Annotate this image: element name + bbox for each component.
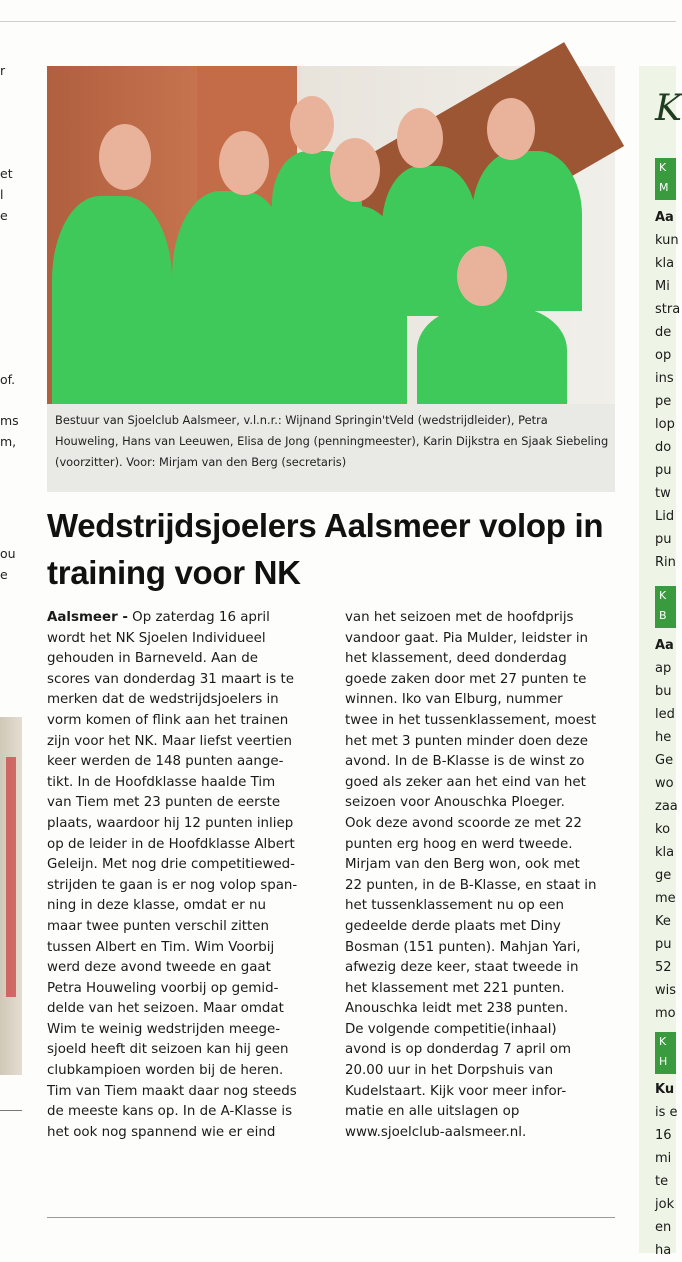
article-line: seizoen voor Anouschka Ploeger.: [345, 795, 565, 811]
sidebar-fragment: tw: [655, 486, 671, 501]
sidebar-fragment: bu: [655, 684, 672, 699]
sidebar-fragment: op: [655, 348, 672, 363]
sidebar-fragment: he: [655, 730, 672, 745]
sidebar-fragment: jok: [655, 1197, 675, 1212]
left-fragment: e: [0, 567, 8, 582]
sidebar-fragment: Ku: [655, 1082, 675, 1097]
article-line: 22 punten, in de B-Klasse, en staat in: [345, 877, 597, 893]
article-line: het klassement met 221 punten.: [345, 980, 565, 996]
left-fragment: e: [0, 208, 8, 223]
article-line: Ook deze avond scoorde ze met 22: [345, 815, 582, 831]
article-line: avond is op donderdag 7 april om: [345, 1042, 572, 1058]
sidebar-fragment: mi: [655, 1151, 672, 1166]
article-line: goed als zeker aan het eind van het: [345, 774, 586, 790]
sidebar-fragment: do: [655, 440, 672, 455]
article-line: gedeelde derde plaats met Diny: [345, 918, 561, 934]
article-line: het ook nog spannend wie er eind: [47, 1124, 276, 1140]
left-fragment: et: [0, 166, 13, 181]
sidebar-fragment: stra: [655, 302, 681, 317]
article-line: van Tiem met 23 punten de eerste: [47, 795, 281, 811]
sidebar-fragment: ap: [655, 661, 672, 676]
sidebar-fragment: Mi: [655, 279, 670, 294]
left-fragment: ou: [0, 546, 16, 561]
top-rule: [0, 21, 676, 22]
sidebar-fragment: kla: [655, 256, 675, 271]
sidebar-heading-bar: K B: [655, 586, 676, 628]
sidebar-fragment: te: [655, 1174, 669, 1189]
article-line: gehouden in Barneveld. Aan de: [47, 651, 258, 667]
article-line: Kudelstaart. Kijk voor meer infor-: [345, 1083, 567, 1099]
article-column-1: [47, 608, 323, 1143]
article-line: strijden te gaan is er nog volop span-: [47, 877, 298, 893]
left-photo-fragment: [0, 717, 22, 1075]
article-line: sjoeld heeft dit seizoen kan hij geen: [47, 1042, 289, 1058]
sidebar-fragment: Ke: [655, 914, 671, 929]
article-line: tussen Albert en Tim. Wim Voorbij: [47, 939, 275, 955]
article-line: het tussenklassement nu op een: [345, 898, 564, 914]
article-line: Wim te weinig wedstrijden meege-: [47, 1021, 281, 1037]
article-line: keer werden de 148 punten aange-: [47, 754, 284, 770]
article-line: ning in deze klasse, omdat er nu: [47, 898, 266, 914]
sidebar-fragment: pu: [655, 532, 672, 547]
article-line: Mirjam van den Berg won, ook met: [345, 857, 580, 873]
sidebar-fragment: Aa: [655, 638, 674, 653]
article-line: vandoor gaat. Pia Mulder, leidster in: [345, 630, 589, 646]
article-line: merken dat de wedstrijdsjoelers in: [47, 692, 279, 708]
article-photo: [47, 66, 615, 404]
sidebar-heading-bar: K M: [655, 158, 676, 200]
sidebar-fragment: mo: [655, 1006, 676, 1021]
sidebar-fragment: en: [655, 1220, 672, 1235]
article-line: het met 3 punten minder doen deze: [345, 733, 588, 749]
left-fragment: r: [0, 63, 6, 78]
article-line: zijn voor het NK. Maar liefst veertien: [47, 733, 293, 749]
left-fragment: ms: [0, 413, 19, 428]
website-link: www.sjoelclub-aalsmeer.nl.: [345, 1124, 527, 1140]
right-sidebar: [639, 66, 682, 1258]
left-fragment: of.: [0, 372, 16, 387]
sidebar-fragment: zaa: [655, 799, 678, 814]
article-line: twee in het tussenklassement, moest: [345, 712, 597, 728]
sidebar-fragment: ko: [655, 822, 671, 837]
article-line: de meeste kans op. In de A-Klasse is: [47, 1104, 293, 1120]
sidebar-fragment: 52: [655, 960, 672, 975]
article-line: plaats, waardoor hij 12 punten inliep: [47, 815, 294, 831]
sidebar-fragment: wis: [655, 983, 677, 998]
article-line: clubkampioen worden bij de heren.: [47, 1063, 284, 1079]
sidebar-fragment: led: [655, 707, 675, 722]
sidebar-fragment: 16: [655, 1128, 672, 1143]
article-line: Bosman (151 punten). Mahjan Yari,: [345, 939, 581, 955]
left-fragment: l: [0, 187, 4, 202]
article-line: Petra Houweling voorbij op gemid-: [47, 980, 279, 996]
article-line: matie en alle uitslagen op: [345, 1104, 520, 1120]
article-line: punten erg hoog en werd tweede.: [345, 836, 573, 852]
article-line: Geleijn. Met nog drie competitiewed-: [47, 857, 296, 873]
article-column-2: [345, 608, 615, 1143]
left-rule: [0, 1110, 22, 1111]
article-line: op de leider in de Hoofdklasse Albert: [47, 836, 295, 852]
sidebar-fragment: Lid: [655, 509, 675, 524]
article-line: delde van het seizoen. Maar omdat: [47, 1001, 284, 1017]
article-line: scores van donderdag 31 maart is te: [47, 671, 294, 687]
sidebar-fragment: me: [655, 891, 676, 906]
article-line: winnen. Iko van Elburg, nummer: [345, 692, 563, 708]
sidebar-fragment: pu: [655, 937, 672, 952]
left-fragment: m,: [0, 434, 17, 449]
article-line: Tim van Tiem maakt daar nog steeds: [47, 1083, 297, 1099]
article-line: het klassement, deed donderdag: [345, 651, 567, 667]
article-line: werd deze avond tweede en gaat: [47, 960, 271, 976]
sidebar-fragment: kla: [655, 845, 675, 860]
article-line: afwezig deze keer, staat tweede in: [345, 960, 579, 976]
bottom-rule: [47, 1217, 615, 1218]
article-line: Aalsmeer - Op zaterdag 16 april: [47, 610, 270, 625]
sidebar-fragment: pe: [655, 394, 672, 409]
article-line: vorm komen of flink aan het trainen: [47, 712, 289, 728]
sidebar-fragment: ha: [655, 1243, 672, 1258]
sidebar-fragment: Rin: [655, 555, 676, 570]
photo-caption: Bestuur van Sjoelclub Aalsmeer, v.l.n.r.: Wijnand Springin'tVeld (wedstrijdleider), Petra Houweling, Hans van Leeuwen, Elisa de Jong (penningmeester), Karin Dijkstra en Sjaak Siebeling (voorzitter). Voor: Mirjam van den Berg (secretaris): [55, 413, 609, 469]
article-line: avond. In de B-Klasse is de winst zo: [345, 754, 585, 770]
sidebar-logo: K: [655, 88, 682, 129]
article-line: wordt het NK Sjoelen Individueel: [47, 630, 266, 646]
sidebar-fragment: ge: [655, 868, 672, 883]
sidebar-fragment: wo: [655, 776, 674, 791]
sidebar-fragment: kun: [655, 233, 679, 248]
article-headline: Wedstrijdsjoelers Aalsmeer volop in training voor NK: [47, 507, 604, 591]
sidebar-fragment: is e: [655, 1105, 678, 1120]
article-line: goede zaken door met 27 punten te: [345, 671, 587, 687]
dateline: Aalsmeer -: [47, 610, 128, 625]
article-line: van het seizoen met de hoofdprijs: [345, 610, 574, 625]
sidebar-fragment: lop: [655, 417, 675, 432]
article-line: maar twee punten verschil zitten: [47, 918, 270, 934]
sidebar-fragment: ins: [655, 371, 674, 386]
sidebar-fragment: Aa: [655, 210, 674, 225]
sidebar-fragment: pu: [655, 463, 672, 478]
sidebar-fragment: Ge: [655, 753, 674, 768]
sidebar-heading-bar: K H: [655, 1032, 676, 1074]
article-line: tikt. In de Hoofdklasse haalde Tim: [47, 774, 276, 790]
article-line: 20.00 uur in het Dorpshuis van: [345, 1063, 554, 1079]
article-line: Anouschka leidt met 238 punten.: [345, 1001, 569, 1017]
sidebar-fragment: de: [655, 325, 672, 340]
article-line: De volgende competitie(inhaal): [345, 1021, 557, 1037]
